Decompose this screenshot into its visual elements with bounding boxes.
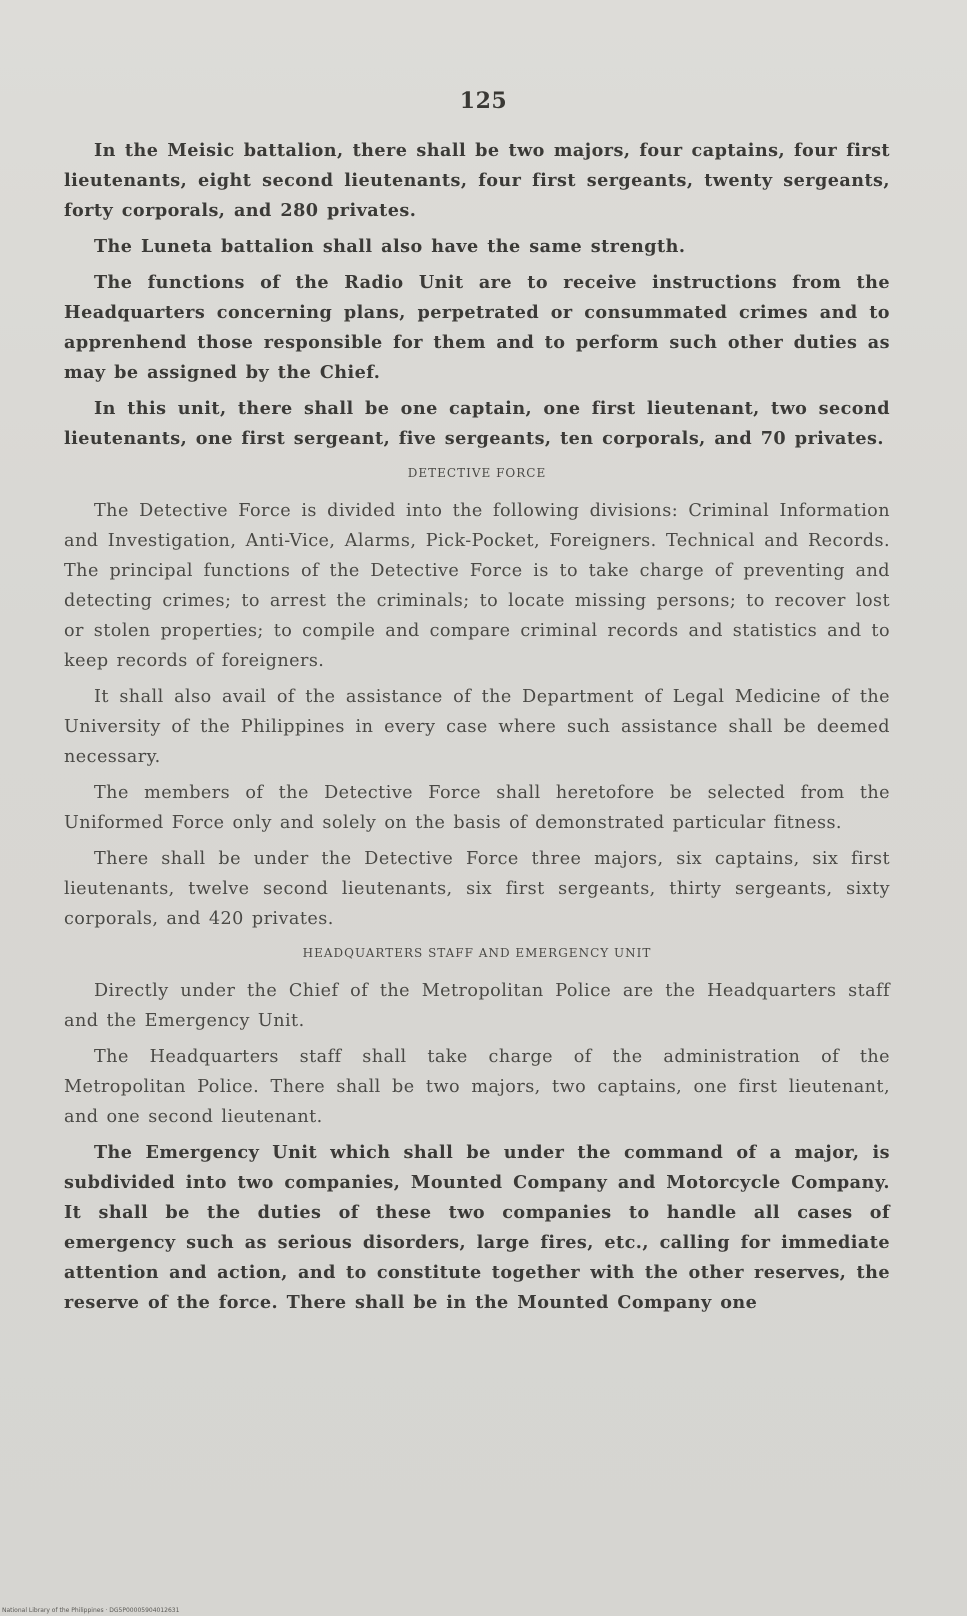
section-heading-detective-force: DETECTIVE FORCE bbox=[407, 466, 547, 480]
paragraph: The Luneta battalion shall also have the same strength. bbox=[94, 236, 686, 257]
paragraph: It shall also avail of the assistance of the Department of Legal Medicine of the University of the Philippines in every case where such assistance shall be deemed necessary. bbox=[64, 687, 890, 767]
scan-credit: National Library of the Philippines · DG5P00005904012631 bbox=[2, 1607, 180, 1614]
paragraph: The Headquarters staff shall take charge of the administration of the Metropolitan Police. There shall be two majors, two captains, one first lieutenant, and one second lieutenant. bbox=[64, 1047, 890, 1127]
body-text bbox=[64, 136, 890, 1324]
paragraph: In this unit, there shall be one captain, one first lieutenant, two second lieutenants, one first sergeant, five sergeants, ten corporals, and 70 privates. bbox=[64, 398, 890, 449]
paragraph: The members of the Detective Force shall heretofore be selected from the Uniformed Force only and solely on the basis of demonstrated particular fitness. bbox=[64, 783, 890, 833]
paragraph: There shall be under the Detective Force three majors, six captains, six first lieutenants, twelve second lieutenants, six first sergeants, thirty sergeants, sixty corporals, and 420 privates. bbox=[64, 849, 890, 929]
page-number: 125 bbox=[459, 88, 508, 114]
paragraph: Directly under the Chief of the Metropolitan Police are the Headquarters staff and the Emergency Unit. bbox=[64, 981, 890, 1031]
section-heading-headquarters: HEADQUARTERS STAFF AND EMERGENCY UNIT bbox=[302, 946, 652, 960]
paragraph: The Emergency Unit which shall be under the command of a major, is subdivided into two companies, Mounted Company and Motorcycle Company. It shall be the duties of these two companies to handle all cases of emergency such as serious disorders, large fires, etc., calling for immediate attention and action, and to constitute together with the other reserves, the reserve of the force. There shall be in the Mounted Company one bbox=[64, 1142, 890, 1313]
paragraph: The Detective Force is divided into the following divisions: Criminal Information and Investigation, Anti-Vice, Alarms, Pick-Pocket, Foreigners. Technical and Records. The principal functions of the Detective Force is to take charge of preventing and detecting crimes; to arrest the criminals; to locate missing persons; to recover lost or stolen properties; to compile and compare criminal records and statistics and to keep records of foreigners. bbox=[64, 501, 890, 671]
paragraph: The functions of the Radio Unit are to receive instructions from the Headquarters concerning plans, perpetrated or consummated crimes and to apprenhend those responsible for them and to perform such other duties as may be assigned by the Chief. bbox=[64, 272, 890, 383]
paragraph: In the Meisic battalion, there shall be two majors, four captains, four first lieutenants, eight second lieutenants, four first sergeants, twenty sergeants, forty corporals, and 280 privates. bbox=[64, 140, 890, 221]
